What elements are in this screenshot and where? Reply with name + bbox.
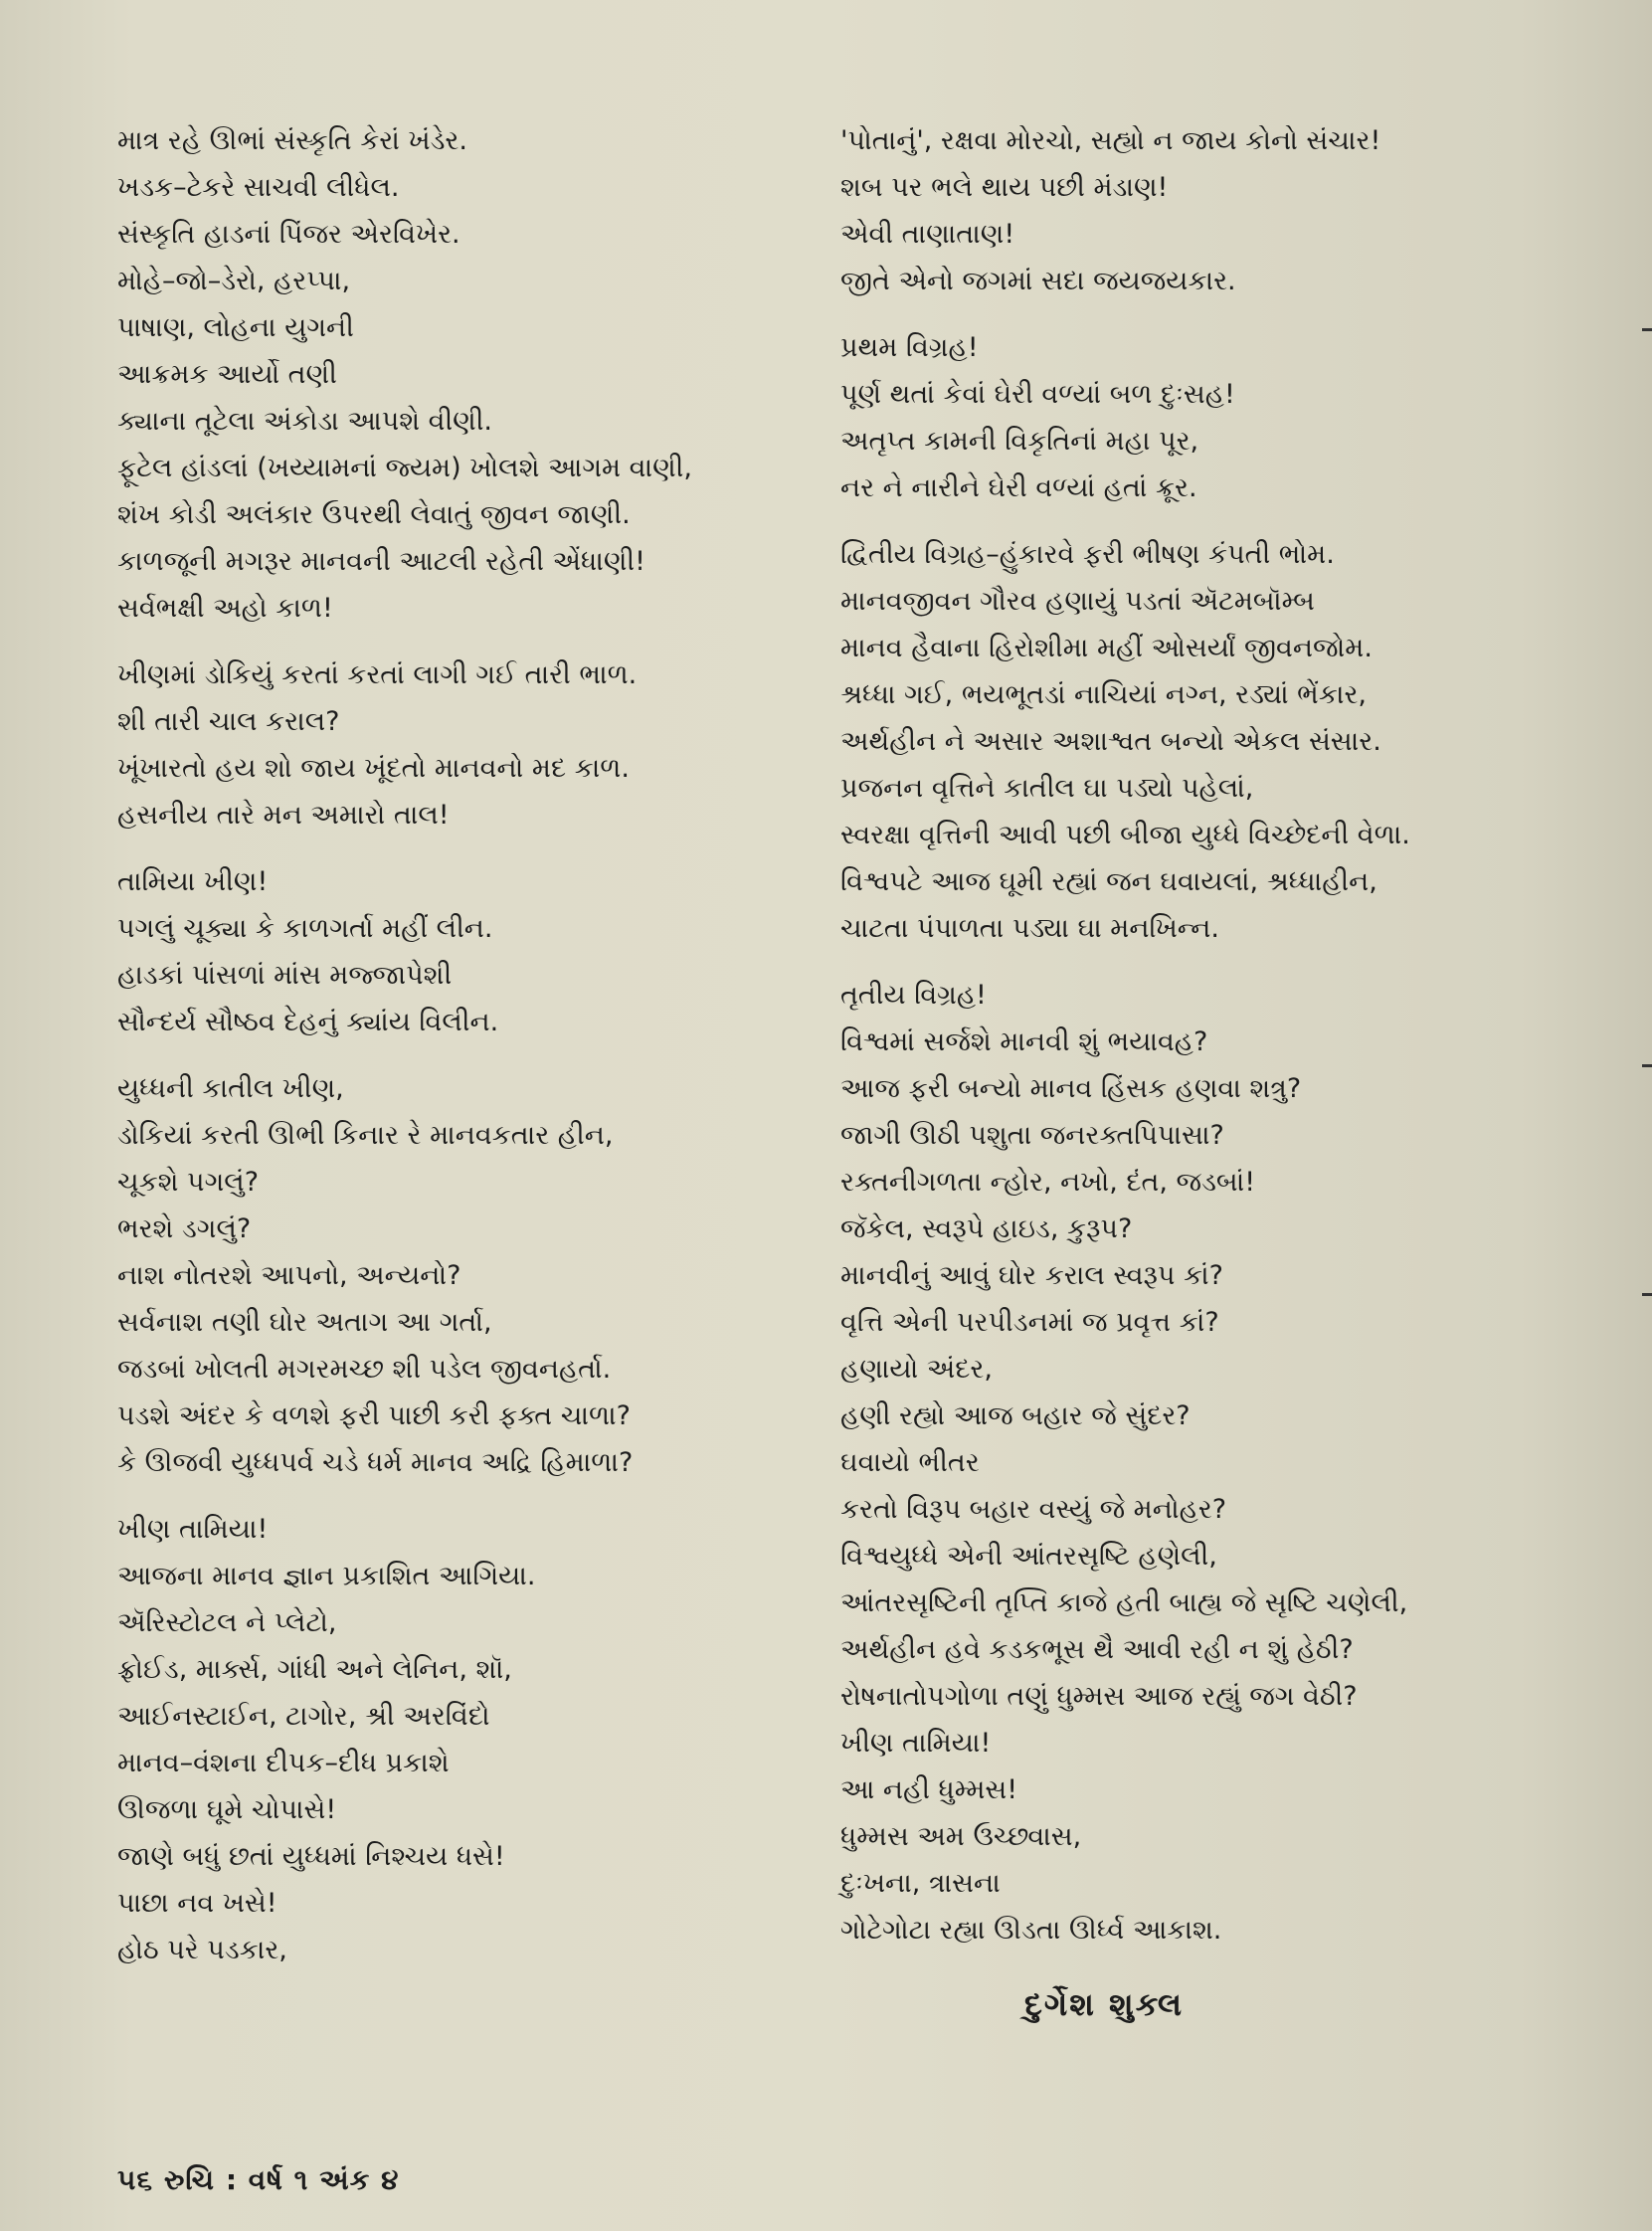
poem-line: ખડક–ટેકરે સાચવી લીધેલ. bbox=[117, 172, 400, 203]
poem-line: હાડકાં પાંસળાં માંસ મજ્જાપેશી bbox=[117, 960, 453, 991]
page-edge-mark bbox=[1642, 328, 1652, 331]
poem-line: માનવજીવન ગૌરવ હણાયું પડતાં ઍટમબૉમ્બ bbox=[840, 586, 1315, 617]
poem-line: ઍરિસ્ટોટલ ને પ્લેટો, bbox=[117, 1607, 337, 1638]
poem-line: ધુમ્મસ અમ ઉચ્છ્વાસ, bbox=[840, 1821, 1082, 1852]
poem-line: આજ ફરી બન્યો માનવ હિંસક હણવા શત્રુ? bbox=[840, 1073, 1302, 1104]
poem-stanza bbox=[117, 651, 794, 838]
poem-line: ગોટેગોટા રહ્યા ઊડતા ઊર્ધ્વ આકાશ. bbox=[840, 1915, 1222, 1946]
page-edge-mark bbox=[1642, 1064, 1652, 1067]
poem-line: શ્રધ્ધા ગઈ, ભયભૂતડાં નાચિયાં નગ્ન, રડ્યાં ભેંકાર, bbox=[840, 679, 1368, 710]
poem-line: પ્રથમ વિગ્રહ! bbox=[840, 332, 979, 363]
poem-line: જાણે બધું છતાં યુધ્ધમાં નિશ્ચય ધસે! bbox=[117, 1841, 505, 1872]
page-footer: ૫૬ રુચિ : વર્ષ ૧ અંક ૪ bbox=[117, 2163, 400, 2196]
poem-line: ડોકિયાં કરતી ઊભી કિનાર રે માનવકતાર હીન, bbox=[117, 1120, 614, 1151]
poem-line: આક્રમક આર્યો તણી bbox=[117, 359, 337, 390]
poem-line: આ નહી ધુમ્મસ! bbox=[840, 1774, 1018, 1805]
author-signature: દુર્ગેશ શુક્લ bbox=[1024, 1985, 1185, 2023]
poem-line: આઈનસ્ટાઈન, ટાગોર, શ્રી અરવિંદો bbox=[117, 1701, 490, 1732]
page-edge-mark bbox=[1642, 1293, 1652, 1296]
poem-line: હણાયો અંદર, bbox=[840, 1354, 993, 1385]
poem-line: ઘવાયો ભીતર bbox=[840, 1447, 980, 1478]
poem-line: પગલું ચૂક્યા કે કાળગર્તા મહીં લીન. bbox=[117, 913, 493, 944]
poem-line: પાછા નવ ખસે! bbox=[117, 1888, 277, 1919]
poem-line: અર્થહીન હવે કડકભૂસ થૈ આવી રહી ન શું હેઠી? bbox=[840, 1634, 1354, 1665]
poem-stanza bbox=[840, 531, 1517, 952]
poem-line: પ્રજનન વૃત્તિને કાતીલ ઘા પડ્યો પહેલાં, bbox=[840, 773, 1254, 804]
poem-line: નર ને નારીને ઘેરી વળ્યાં હતાં ક્રૂર. bbox=[840, 472, 1197, 503]
poem-line: કાળજૂની મગરૂર માનવની આટલી રહેતી એંધાણી! bbox=[117, 546, 645, 577]
poem-stanza bbox=[840, 972, 1517, 1953]
poem-line: તૃતીય વિગ્રહ! bbox=[840, 980, 987, 1011]
poem-stanza bbox=[117, 1506, 794, 1973]
poem-stanza bbox=[840, 324, 1517, 511]
poem-line: પૂર્ણ થતાં કેવાં ઘેરી વળ્યાં બળ દુઃસહ! bbox=[840, 379, 1235, 410]
poem-line: આંતરસૃષ્ટિની તૃપ્તિ કાજે હતી બાહ્ય જે સૃષ્ટિ ચણેલી, bbox=[840, 1587, 1408, 1618]
poem-line: રોષનાતોપગોળા તણું ધુમ્મસ આજ રહ્યું જગ વેઠી? bbox=[840, 1681, 1358, 1712]
poem-line: ઊજળા ઘૂમે ચોપાસે! bbox=[117, 1794, 337, 1825]
poem-line: ચૂકશે પગલું? bbox=[117, 1167, 260, 1198]
poem-line: વિશ્વપટે આજ ઘૂમી રહ્યાં જન ઘવાયલાં, શ્રધ્ધાહીન, bbox=[840, 866, 1377, 897]
poem-line: મોહે–જો–ડેરો, હરપ્પા, bbox=[117, 266, 351, 296]
poem-stanza bbox=[117, 117, 794, 632]
poem-line: દુઃખના, ત્રાસના bbox=[840, 1868, 1001, 1899]
poem-line: અતૃપ્ત કામની વિકૃતિનાં મહા પૂર, bbox=[840, 426, 1199, 457]
poem-line: તામિયા ખીણ! bbox=[117, 866, 269, 897]
poem-line: શબ પર ભલે થાય પછી મંડાણ! bbox=[840, 172, 1169, 203]
poem-line: ખીણ તામિયા! bbox=[117, 1514, 269, 1545]
poem-line: પડશે અંદર કે વળશે ફરી પાછી કરી ફક્ત ચાળા? bbox=[117, 1400, 631, 1431]
poem-line: માનવ–વંશના દીપક–દીધ પ્રકાશે bbox=[117, 1748, 450, 1778]
poem-line: ખીણ તામિયા! bbox=[840, 1728, 992, 1759]
poem-line: દ્વિતીય વિગ્રહ–હુંકારવે ફરી ભીષણ કંપતી ભોમ. bbox=[840, 539, 1335, 570]
poem-line: માનવ હૈવાના હિરોશીમા મહીં ઓસર્યાં જીવનજોમ. bbox=[840, 633, 1373, 663]
poem-line: ખીણમાં ડોકિયું કરતાં કરતાં લાગી ગઈ તારી ભાળ. bbox=[117, 659, 638, 690]
poem-line: યુધ્ધની કાતીલ ખીણ, bbox=[117, 1073, 344, 1104]
poem-line: હસનીય તારે મન અમારો તાલ! bbox=[117, 800, 450, 831]
right-column bbox=[840, 117, 1517, 1973]
poem-line: શી તારી ચાલ કરાલ? bbox=[117, 706, 340, 737]
poem-line: સર્વનાશ તણી ઘોર અતાગ આ ગર્તા, bbox=[117, 1307, 492, 1338]
poem-stanza bbox=[117, 858, 794, 1045]
poem-line: ચાટતા પંપાળતા પડ્યા ઘા મનખિન્ન. bbox=[840, 913, 1220, 944]
poem-line: શંખ કોડી અલંકાર ઉપરથી લેવાતું જીવન જાણી. bbox=[117, 499, 631, 530]
poem-stanza bbox=[117, 1065, 794, 1486]
poem-line: રક્તનીગળતા ન્હોર, નખો, દંત, જડબાં! bbox=[840, 1167, 1256, 1198]
poem-line: જૅકેલ, સ્વરૂપે હાઇડ, કુરૂપ? bbox=[840, 1213, 1133, 1244]
poem-line: એવી તાણાતાણ! bbox=[840, 219, 1015, 250]
poem-line: કે ઊજવી યુધ્ધપર્વ ચડે ધર્મ માનવ અદ્રિ હિમાળા? bbox=[117, 1447, 634, 1478]
poem-line: સ્વરક્ષા વૃત્તિની આવી પછી બીજા યુધ્ધે વિચ્છેદની વેળા. bbox=[840, 820, 1410, 850]
poem-line: સંસ્કૃતિ હાડનાં પિંજર એરવિખેર. bbox=[117, 219, 460, 250]
poem-line: ફૂટેલ હાંડલાં (ખય્યામનાં જ્યમ) ખોલશે આગમ વાણી, bbox=[117, 453, 692, 483]
poem-line: પાષાણ, લોહના યુગની bbox=[117, 312, 354, 343]
poem-line: વૃત્તિ એની પરપીડનમાં જ પ્રવૃત્ત કાં? bbox=[840, 1307, 1219, 1338]
poem-line: અર્થહીન ને અસાર અશાશ્વત બન્યો એકલ સંસાર. bbox=[840, 726, 1381, 757]
poem-line: જાગી ઊઠી પશુતા જનરક્તપિપાસા? bbox=[840, 1120, 1224, 1151]
poem-line: આજના માનવ જ્ઞાન પ્રકાશિત આગિયા. bbox=[117, 1561, 536, 1591]
poem-line: ક્યાના તૂટેલા અંકોડા આપશે વીણી. bbox=[117, 406, 493, 437]
poem-line: સૌન્દર્ય સૌષ્ઠવ દેહનું ક્યાંય વિલીન. bbox=[117, 1007, 499, 1037]
poem-line: કરતો વિરૂપ બહાર વસ્યું જે મનોહર? bbox=[840, 1494, 1227, 1525]
poem-line: માત્ર રહે ઊભાં સંસ્કૃતિ કેરાં ખંડેર. bbox=[117, 125, 467, 156]
poem-line: જડબાં ખોલતી મગરમચ્છ શી પડેલ જીવનહર્તા. bbox=[117, 1354, 612, 1385]
poem-line: વિશ્વયુધ્ધે એની આંતરસૃષ્ટિ હણેલી, bbox=[840, 1541, 1217, 1572]
poem-stanza bbox=[840, 117, 1517, 304]
poem-line: ખૂંખારતો હય શો જાય ખૂંદતો માનવનો મદ કાળ. bbox=[117, 753, 630, 784]
poem-line: વિશ્વમાં સર્જશે માનવી શું ભયાવહ? bbox=[840, 1026, 1208, 1057]
poem-line: ભરશે ડગલું? bbox=[117, 1213, 252, 1244]
poem-line: હોઠ પરે પડકાર, bbox=[117, 1935, 287, 1965]
left-column bbox=[117, 117, 794, 1993]
poem-line: 'પોતાનું', રક્ષવા મોરચો, સહ્યો ન જાય કોનો સંચાર! bbox=[840, 125, 1381, 156]
poem-line: સર્વભક્ષી અહો કાળ! bbox=[117, 593, 333, 624]
poem-line: માનવીનું આવું ઘોર કરાલ સ્વરૂપ કાં? bbox=[840, 1260, 1223, 1291]
poem-line: જીતે એનો જગમાં સદા જયજયકાર. bbox=[840, 266, 1236, 296]
poem-line: નાશ નોતરશે આપનો, અન્યનો? bbox=[117, 1260, 461, 1291]
poem-line: ફ્રોઈડ, માર્ક્સ, ગાંધી અને લેનિન, શૉ, bbox=[117, 1654, 512, 1685]
poem-line: હણી રહ્યો આજ બહાર જે સુંદર? bbox=[840, 1400, 1191, 1431]
